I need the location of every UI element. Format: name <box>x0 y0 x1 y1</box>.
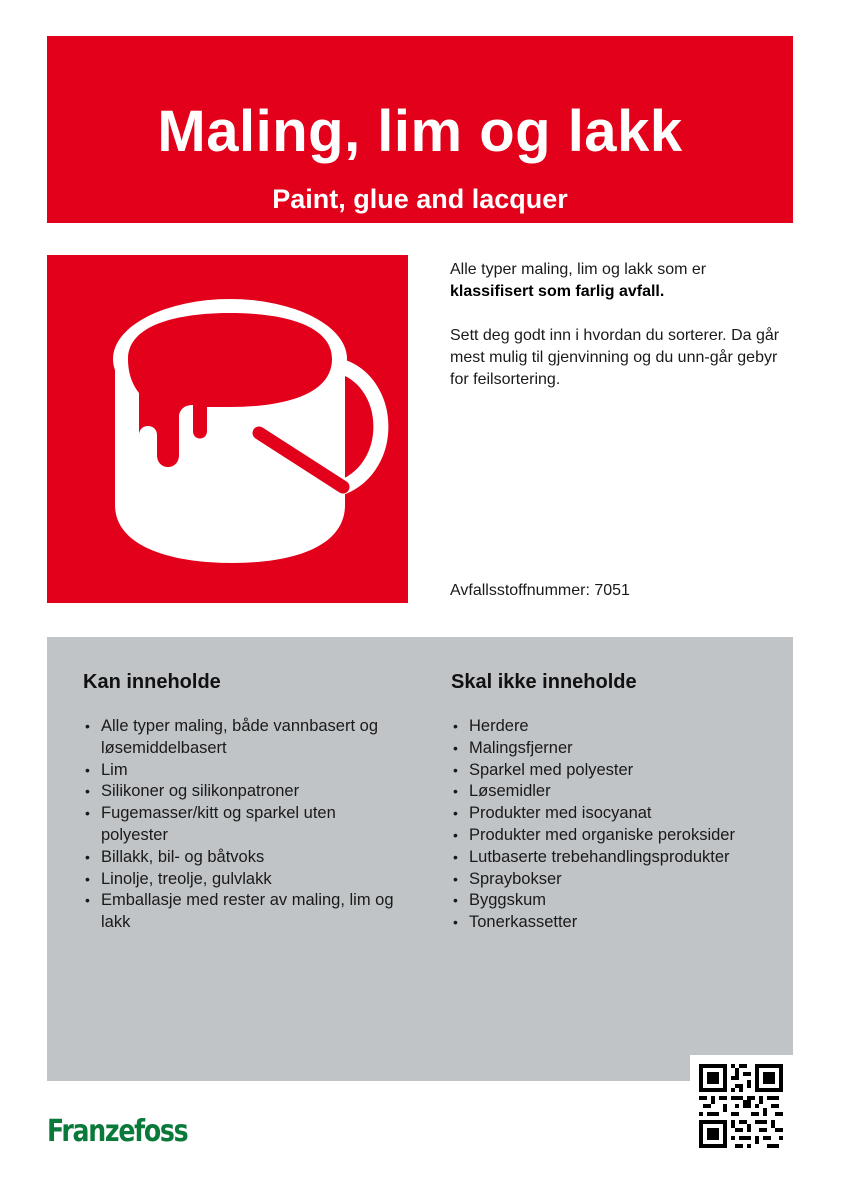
list-item: • Malingsfjerner <box>453 738 573 757</box>
qr-code[interactable] <box>690 1055 793 1158</box>
list-item: • Sparkel med polyester <box>453 760 634 779</box>
list-item: • Løsemidler <box>453 782 551 801</box>
list-item: • Fugemasser/kitt og sparkel uten polyester <box>85 804 336 844</box>
can-contain-column <box>83 671 403 934</box>
page-subtitle: Paint, glue and lacquer <box>272 184 568 214</box>
list-item: • Alle typer maling, både vannbasert og løsemiddelbasert <box>85 717 379 757</box>
list-item: • Byggskum <box>453 891 547 910</box>
paint-bucket-tile <box>47 255 408 603</box>
page-title: Maling, lim og lakk <box>157 99 683 164</box>
franzefoss-logo: Franzefoss <box>47 1114 188 1149</box>
list-item: • Linolje, treolje, gulvlakk <box>85 869 272 888</box>
list-item: • Tonerkassetter <box>453 913 578 932</box>
qr-code-icon <box>699 1064 783 1148</box>
intro-line-strong: klassifisert som farlig avfall. <box>450 283 665 300</box>
must-not-contain-heading: Skal ikke inneholde <box>451 671 637 693</box>
sorting-info-panel <box>47 637 793 1081</box>
list-item: • Herdere <box>453 717 529 735</box>
intro-paragraph-1 <box>450 259 795 303</box>
must-not-contain-list <box>451 716 781 934</box>
list-item: • Produkter med isocyanat <box>453 804 652 823</box>
waste-number: Avfallsstoffnummer: 7051 <box>450 582 630 599</box>
list-item: • Lutbaserte trebehandlingsprodukter <box>453 847 730 866</box>
can-contain-heading: Kan inneholde <box>83 671 221 693</box>
must-not-contain-column <box>451 671 781 934</box>
can-contain-list <box>83 716 403 934</box>
paint-bucket-icon <box>47 255 408 603</box>
list-item: • Billakk, bil- og båtvoks <box>85 847 265 866</box>
list-item: • Silikoner og silikonpatroner <box>85 782 300 801</box>
list-item: • Spraybokser <box>453 869 562 888</box>
list-item: • Emballasje med rester av maling, lim og lakk <box>85 891 394 932</box>
list-item: • Lim <box>85 760 128 779</box>
intro-paragraph-2: Sett deg godt inn i hvordan du sorterer. Da går mest mulig til gjenvinning og du unn-går gebyr for feilsortering. <box>450 327 780 388</box>
list-item: • Produkter med organiske peroksider <box>453 825 735 844</box>
title-banner <box>47 36 793 223</box>
intro-line-regular: Alle typer maling, lim og lakk som er <box>450 261 707 278</box>
intro-text <box>450 259 795 413</box>
